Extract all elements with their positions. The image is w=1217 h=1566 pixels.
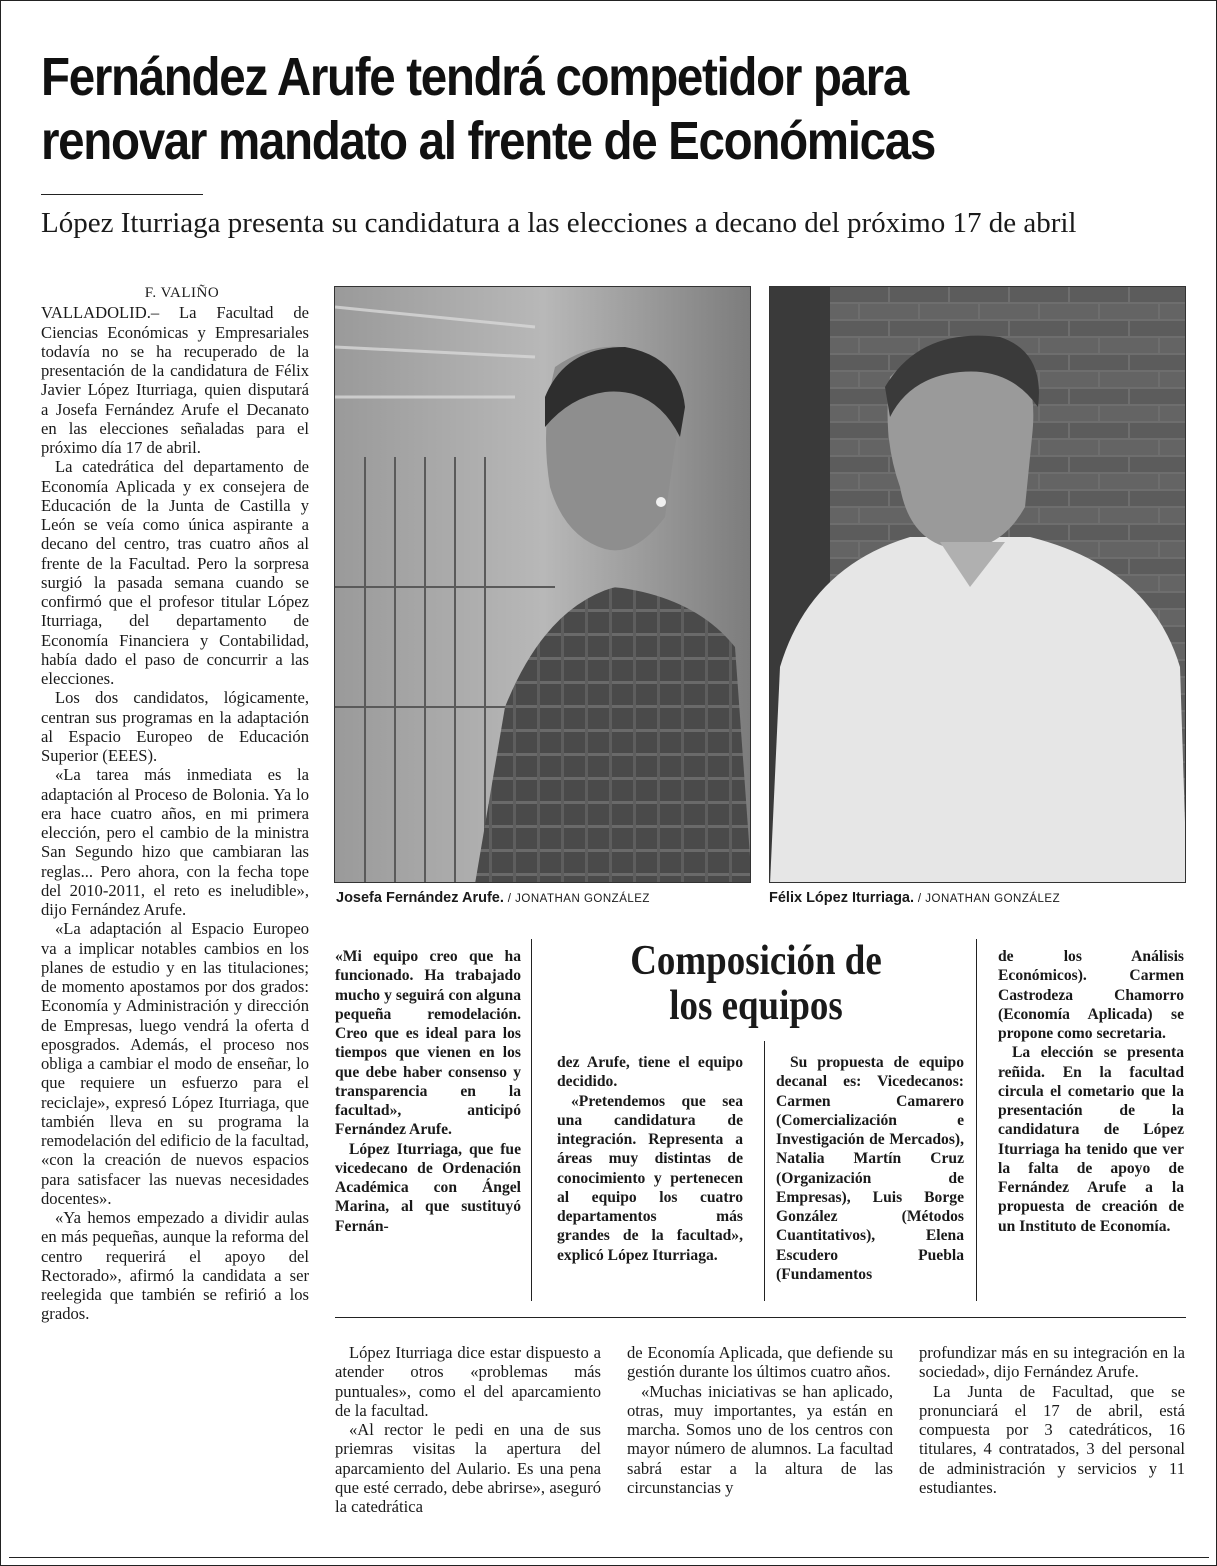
- subheadline: López Iturriaga presenta su candidatura a las elecciones a decano del próximo 17 de abril: [41, 207, 1077, 239]
- column-divider: [764, 1041, 765, 1301]
- box-column-b: [776, 1053, 964, 1284]
- box-title-line-2: los equipos: [669, 983, 843, 1029]
- paragraph: «La adaptación al Espacio Europeo va a implicar notables cambios en los planes de estudio y en las titulaciones; de momento apostamos por dos grados: Economía y Administración y dirección de Empresas, luego vendrá la oferta d eposgrados. Además, el proceso nos obliga a cambiar el modo de enseñar, lo que requiere un esfuerzo para el reciclaje», expresó López Iturriaga, que también lleva en su programa la remodelación del edificio de la facultad, «con la creación de nuevos espacios para satisfacer las nuevas necesidades docentes».: [41, 919, 309, 1208]
- paragraph: La catedrática del departamento de Economía Aplicada y ex consejera de Educación de la Junta de Castilla y León se veía como única aspirante a decano del centro, tras cuatro años al frente de la Facultad. Pero la sorpresa surgió la pasada semana cuando se confirmó que el profesor titular López Iturriaga, del departamento de Economía Financiera y Contabilidad, había dado el paso de concurrir a las elecciones.: [41, 457, 309, 688]
- caption-left-name: Josefa Fernández Arufe.: [336, 890, 504, 906]
- article-column-1: [41, 284, 309, 1324]
- portrait-man-image: [770, 287, 1186, 883]
- paragraph: Su propuesta de equipo decanal es: Vicedecanos: Carmen Camarero (Comercialización e Investigación de Mercados), Natalia Martín Cruz (Organización de Empresas), Luis Borge González (Métodos Cuantitativos), Elena Escudero Puebla (Fundamentos: [776, 1054, 964, 1283]
- paragraph: «Al rector le pedi en una de sus priemras visitas la apertura del aparcamiento del Aulario. Es una pena que esté cerrado, debe abrirse», aseguró la catedrática: [335, 1420, 601, 1516]
- paragraph: «Muchas iniciativas se han aplicado, otras, muy importantes, ya están en marcha. Somos uno de los centros con mayor número de alumnos. La facultad sabrá estar a la altura de las circunstancias y: [627, 1381, 893, 1497]
- box-column-c: [998, 947, 1184, 1236]
- box-divider: [335, 1317, 1186, 1318]
- headline-divider: [41, 194, 203, 195]
- byline: F. VALIÑO: [144, 285, 220, 301]
- box-title-line-1: Composición de: [630, 938, 882, 984]
- paragraph: profundizar más en su integración en la sociedad», dijo Fernández Arufe.: [919, 1343, 1185, 1382]
- photo-felix-lopez-iturriaga: [769, 286, 1186, 883]
- paragraph: «Mi equipo creo que ha funcionado. Ha trabajado mucho y seguirá con alguna pequeña remodelación. Creo que es ideal para los tiempos que vienen en los que debe haber consenso y transparencia en la facultad», anticipó Fernández Arufe.: [335, 948, 521, 1139]
- page-bottom-rule: [9, 1557, 1209, 1558]
- bottom-column-c: [919, 1343, 1185, 1497]
- bottom-column-a: [335, 1343, 601, 1516]
- box-title: [567, 939, 945, 1029]
- article-column-2: [335, 947, 521, 1236]
- paragraph: Los dos candidatos, lógicamente, centran sus programas en la adaptación al Espacio Europeo de Educación Superior (EEES).: [41, 688, 309, 765]
- caption-left: [336, 889, 650, 906]
- paragraph: «Pretendemos que sea una candidatura de integración. Representa a áreas muy distintas de conocimiento y pertenecen al equipo los cuatro departamentos más grandes de la facultad», explicó López Iturriaga.: [557, 1092, 743, 1264]
- bottom-column-b: [627, 1343, 893, 1497]
- headline: [41, 45, 1053, 173]
- portrait-woman-image: [335, 287, 751, 883]
- caption-right: [769, 889, 1060, 906]
- paragraph: López Iturriaga, que fue vicedecano de Ordenación Académica con Ángel Marina, al que sustituyó Fernán-: [335, 1140, 521, 1235]
- paragraph: «La tarea más inmediata es la adaptación al Proceso de Bolonia. Ya lo era hace cuatro años, en mi primera elección, pero el cambio de la ministra San Segundo hizo que cambiaran las reglas... Pero ahora, con la fecha tope del 2010-2011, el reto es ineludible», dijo Fernández Arufe.: [41, 765, 309, 919]
- caption-right-name: Félix López Iturriaga.: [769, 890, 915, 906]
- paragraph: dez Arufe, tiene el equipo decidido.: [557, 1054, 743, 1091]
- paragraph: de los Análisis Económicos). Carmen Castrodeza Chamorro (Economía Aplicada) se propone como secretaria.: [998, 948, 1184, 1042]
- photo-josefa-fernandez-arufe: [334, 286, 751, 883]
- paragraph: «Ya hemos empezado a dividir aulas en más pequeñas, aunque la reforma del centro requerirá el apoyo del Rectorado», afirmó la candidata a ser reelegida que también se refirió a los grados.: [41, 1208, 309, 1324]
- paragraph: de Economía Aplicada, que defiende su gestión durante los últimos cuatro años.: [627, 1343, 893, 1382]
- column-divider: [531, 939, 532, 1301]
- paragraph: VALLADOLID.– La Facultad de Ciencias Económicas y Empresariales todavía no se ha recuperado de la presentación de la candidatura de Félix Javier López Iturriaga, quien disputará a Josefa Fernández Arufe el Decanato en las elecciones señaladas para el próximo día 17 de abril.: [41, 303, 309, 457]
- caption-left-credit: / JONATHAN GONZÁLEZ: [507, 893, 650, 905]
- headline-line-1: Fernández Arufe tendrá competidor para: [41, 47, 908, 107]
- box-column-a: [557, 1053, 743, 1265]
- paragraph: La elección se presenta reñida. En la facultad circula el cometario que la presentación de la candidatura de López Iturriaga ha tenido que ver la falta de apoyo de Fernández Arufe a la propuesta de creación de un Instituto de Economía.: [998, 1044, 1184, 1235]
- caption-right-credit: / JONATHAN GONZÁLEZ: [917, 893, 1061, 905]
- headline-line-2: renovar mandato al frente de Económicas: [41, 111, 935, 171]
- column-divider: [976, 939, 977, 1301]
- paragraph: La Junta de Facultad, que se pronunciará el 17 de abril, está compuesta por 3 catedráticos, 16 titulares, 4 contratados, 3 del personal de administración y servicios y 11 estudiantes.: [919, 1381, 1185, 1497]
- paragraph: López Iturriaga dice estar dispuesto a atender otros «problemas más puntuales», como el del aparcamiento de la facultad.: [335, 1343, 601, 1420]
